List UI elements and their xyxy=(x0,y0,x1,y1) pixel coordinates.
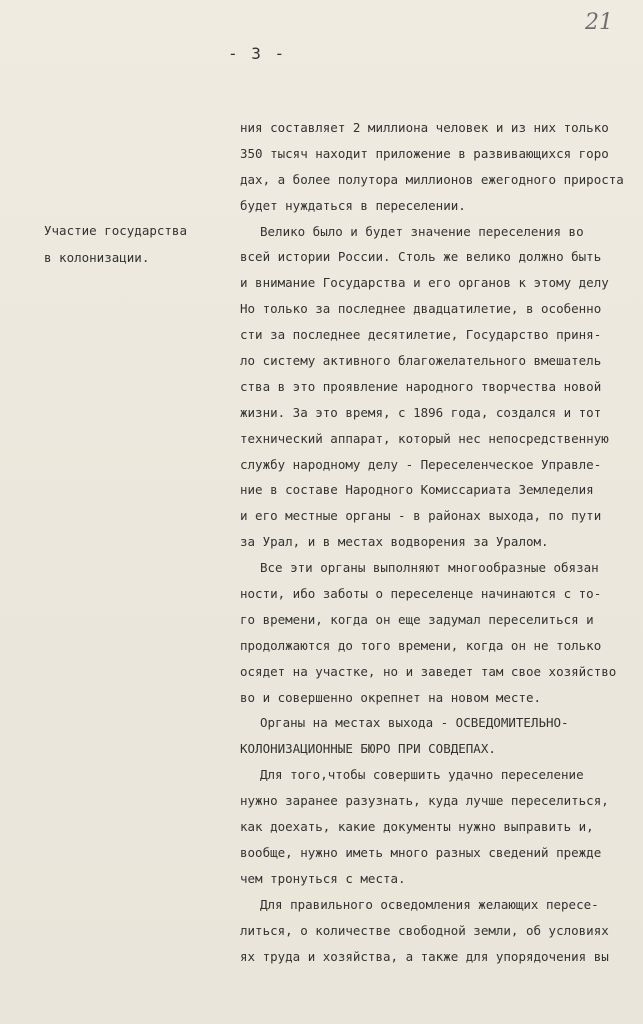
text-line: Велико было и будет значение переселения во xyxy=(260,223,584,239)
text-line: Для того,чтобы совершить удачно переселение xyxy=(260,767,584,783)
margin-heading xyxy=(44,217,234,271)
text-line: ние в составе Народного Комиссариата Земледелия xyxy=(240,482,594,498)
text-line: продолжаются до того времени, когда он не только xyxy=(240,637,602,653)
archive-folio-number: 21 xyxy=(585,10,613,35)
text-line: ности, ибо заботы о переселенце начинаются с то- xyxy=(240,586,602,602)
text-line: как доехать, какие документы нужно выправить и, xyxy=(240,819,594,835)
text-line: осядет на участке, но и заведет там свое хозяйство xyxy=(240,663,617,679)
text-line: нужно заранее разузнать, куда лучше переселиться, xyxy=(240,793,609,809)
text-line: литься, о количестве свободной земли, об условиях xyxy=(240,922,609,938)
text-line: будет нуждаться в переселении. xyxy=(240,197,466,213)
text-line: ях труда и хозяйства, а также для упорядочения вы xyxy=(240,948,609,964)
text-line: вообще, нужно иметь много разных сведений прежде xyxy=(240,844,602,860)
text-line: КОЛОНИЗАЦИОННЫЕ БЮРО ПРИ СОВДЕПАХ. xyxy=(240,741,496,757)
text-line: сти за последнее десятилетие, Государство приня- xyxy=(240,327,602,343)
text-line: всей истории России. Столь же велико должно быть xyxy=(240,249,602,265)
text-line: Но только за последнее двадцатилетие, в особенно xyxy=(240,301,602,317)
text-line: Органы на местах выхода - ОСВЕДОМИТЕЛЬНО- xyxy=(260,715,569,731)
text-line: технический аппарат, который нес непосредственную xyxy=(240,430,609,446)
text-line: дах, а более полутора миллионов ежегодного прироста xyxy=(240,171,624,187)
body-text xyxy=(240,115,640,969)
text-line: за Урал, и в местах водворения за Уралом. xyxy=(240,534,549,550)
margin-heading-line: Участие государства xyxy=(44,223,187,238)
text-line: ло систему активного благожелательного вмешатель xyxy=(240,353,602,369)
text-line: и внимание Государства и его органов к этому делу xyxy=(240,275,609,291)
text-line: Для правильного осведомления желающих пересе- xyxy=(260,896,599,912)
margin-heading-line: в колонизации. xyxy=(44,250,150,265)
text-line: во и совершенно окрепнет на новом месте. xyxy=(240,689,542,705)
text-line: и его местные органы - в районах выхода, по пути xyxy=(240,508,602,524)
text-line: Все эти органы выполняют многообразные обязан xyxy=(260,560,599,576)
text-line: службу народному делу - Переселенческое Управле- xyxy=(240,456,602,472)
text-line: чем тронуться с места. xyxy=(240,870,406,886)
page-number: - 3 - xyxy=(228,44,287,63)
text-line: ства в это проявление народного творчества новой xyxy=(240,378,602,394)
text-line: ния составляет 2 миллиона человек и из них только xyxy=(240,120,609,135)
text-line: го времени, когда он еще задумал переселиться и xyxy=(240,611,594,627)
text-line: жизни. За это время, с 1896 года, создался и тот xyxy=(240,404,602,420)
text-line: 350 тысяч находит приложение в развивающихся горо xyxy=(240,145,609,161)
